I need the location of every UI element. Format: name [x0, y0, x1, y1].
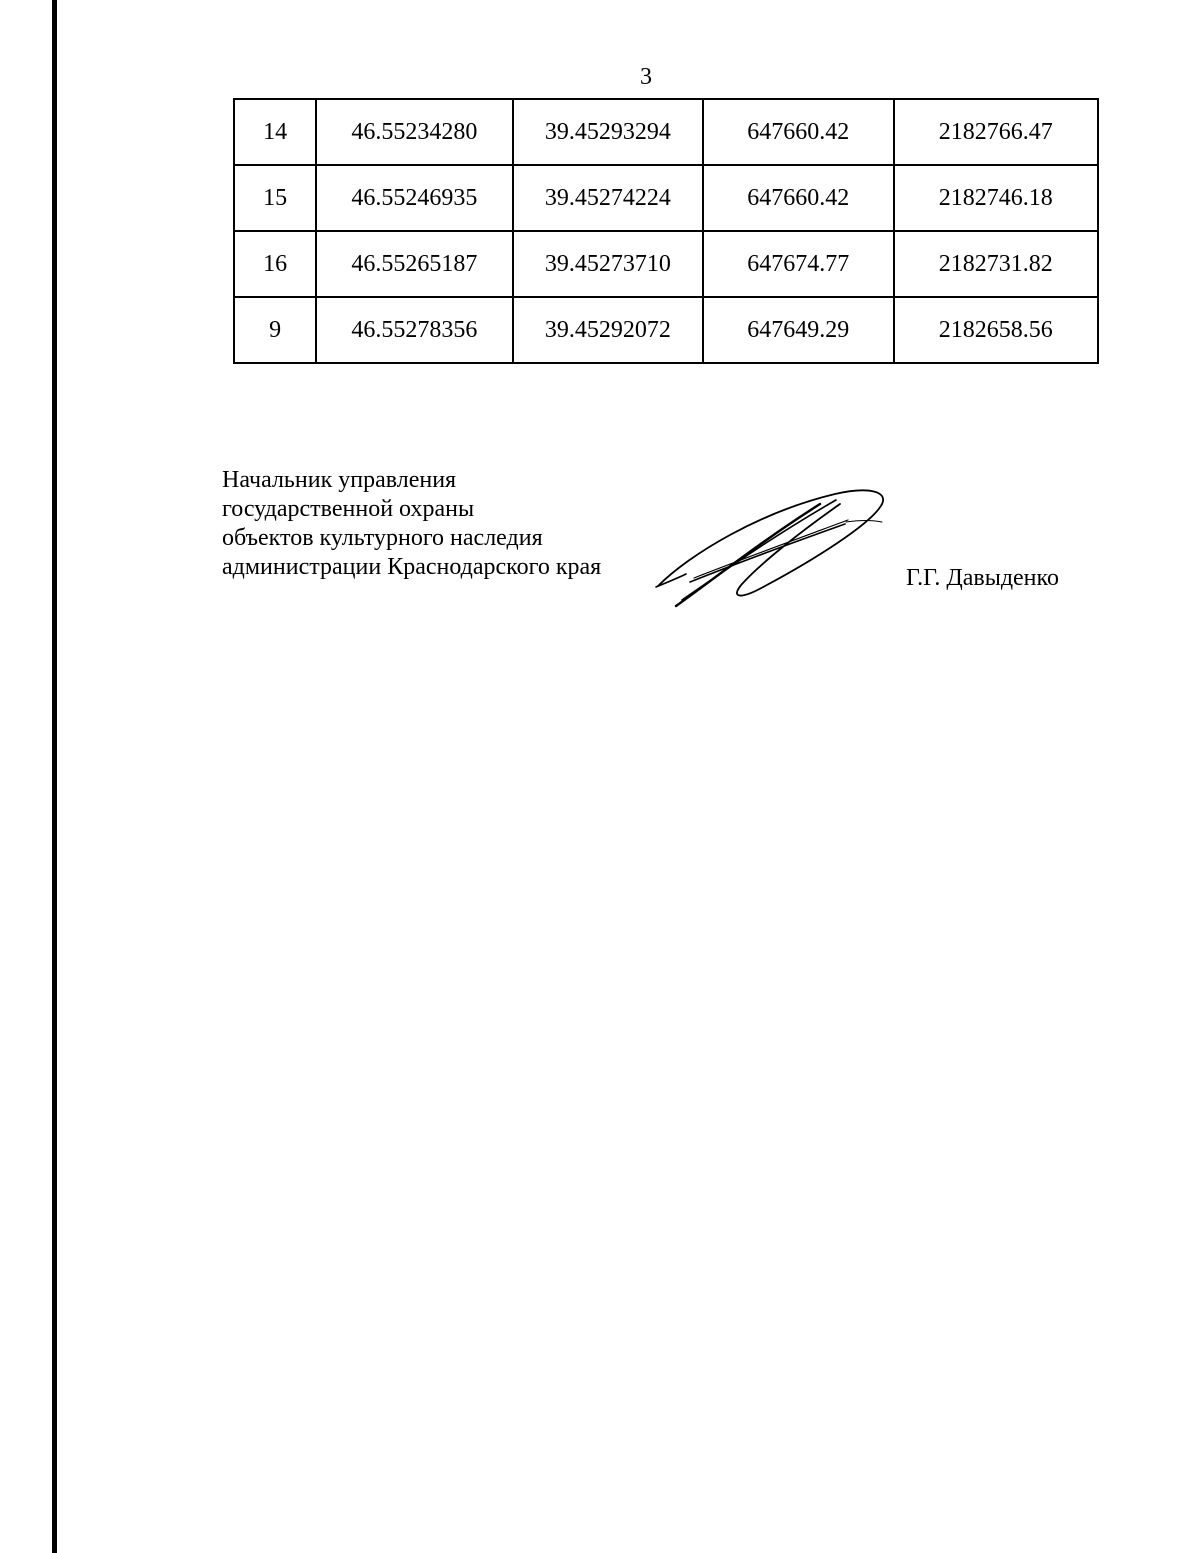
longitude-cell: 39.45292072 [513, 297, 703, 363]
y-coordinate-cell: 2182658.56 [894, 297, 1098, 363]
point-number-cell: 14 [234, 99, 316, 165]
longitude-cell: 39.45273710 [513, 231, 703, 297]
y-coordinate-cell: 2182766.47 [894, 99, 1098, 165]
x-coordinate-cell: 647674.77 [703, 231, 893, 297]
signer-position-line: государственной охраны [222, 496, 475, 522]
longitude-cell: 39.45293294 [513, 99, 703, 165]
signer-position-line: Начальник управления [222, 467, 457, 493]
latitude-cell: 46.55234280 [316, 99, 512, 165]
scan-edge-line [52, 0, 57, 1553]
x-coordinate-cell: 647660.42 [703, 165, 893, 231]
coordinates-table [233, 98, 1099, 364]
latitude-cell: 46.55265187 [316, 231, 512, 297]
y-coordinate-cell: 2182746.18 [894, 165, 1098, 231]
table-row [234, 297, 1098, 363]
handwritten-signature [650, 482, 885, 610]
signer-position [222, 466, 601, 582]
table-row [234, 99, 1098, 165]
table-row [234, 165, 1098, 231]
page-number: 3 [640, 64, 652, 90]
x-coordinate-cell: 647649.29 [703, 297, 893, 363]
y-coordinate-cell: 2182731.82 [894, 231, 1098, 297]
signer-position-line: администрации Краснодарского края [222, 554, 602, 580]
signer-position-line: объектов культурного наследия [222, 525, 543, 551]
point-number-cell: 16 [234, 231, 316, 297]
x-coordinate-cell: 647660.42 [703, 99, 893, 165]
table-row [234, 231, 1098, 297]
longitude-cell: 39.45274224 [513, 165, 703, 231]
point-number-cell: 9 [234, 297, 316, 363]
point-number-cell: 15 [234, 165, 316, 231]
latitude-cell: 46.55246935 [316, 165, 512, 231]
latitude-cell: 46.55278356 [316, 297, 512, 363]
signer-name: Г.Г. Давыденко [906, 565, 1059, 591]
